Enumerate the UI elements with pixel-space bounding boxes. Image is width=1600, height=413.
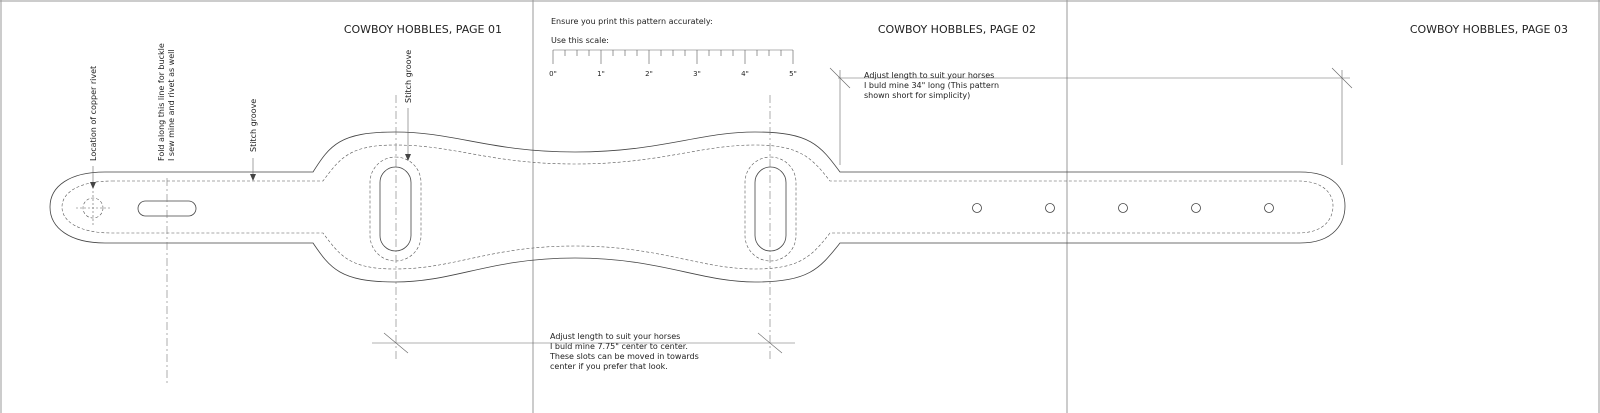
page-title-01: COWBOY HOBBLES, PAGE 01 (343, 23, 502, 36)
scale-tick-2: 2" (645, 70, 653, 78)
center-length-note (549, 332, 699, 371)
hobble-outline (50, 132, 1345, 282)
scale-ticks (553, 50, 793, 64)
strap-length-note (864, 71, 999, 100)
scale-tick-0: 0" (549, 70, 557, 78)
stitch-groove-label-top: Stitch groove (404, 49, 413, 103)
print-scale (549, 17, 797, 78)
rivet-location-mark (76, 191, 110, 225)
strap-note-line-3: shown short for simplicity) (864, 91, 971, 100)
right-slot (755, 167, 786, 251)
left-slot (380, 167, 411, 251)
page-title-02: COWBOY HOBBLES, PAGE 02 (877, 23, 1036, 36)
stitch-groove-line (62, 145, 1333, 269)
stitch-groove-label-left: Stitch groove (249, 98, 258, 152)
scale-tick-3: 3" (693, 70, 701, 78)
center-note-line-3: These slots can be moved in towards (550, 352, 699, 361)
center-note-line-4: center if you prefer that look. (550, 362, 668, 371)
scale-tick-5: 5" (789, 70, 797, 78)
strap-note-line-2: I buld mine 34" long (This pattern (864, 81, 1000, 90)
scale-tick-1: 1" (597, 70, 605, 78)
scale-instruction: Ensure you print this pattern accurately: (551, 17, 713, 26)
scale-tick-4: 4" (741, 70, 749, 78)
right-slot-groove (745, 157, 796, 261)
center-note-line-1: Adjust length to suit your horses (550, 332, 681, 341)
fold-label-line2: I sew mine and rivet as well (167, 49, 176, 161)
buckle-holes (973, 204, 1274, 213)
scale-label: Use this scale: (551, 36, 609, 45)
left-slot-groove (370, 157, 421, 261)
strap-note-line-1: Adjust length to suit your horses (864, 71, 995, 80)
rivet-label: Location of copper rivet (89, 65, 98, 161)
fold-label-line1: Fold along this line for buckle (157, 43, 166, 161)
center-note-line-2: I buld mine 7.75" center to center. (550, 342, 688, 351)
page-title-03: COWBOY HOBBLES, PAGE 03 (1409, 23, 1568, 36)
